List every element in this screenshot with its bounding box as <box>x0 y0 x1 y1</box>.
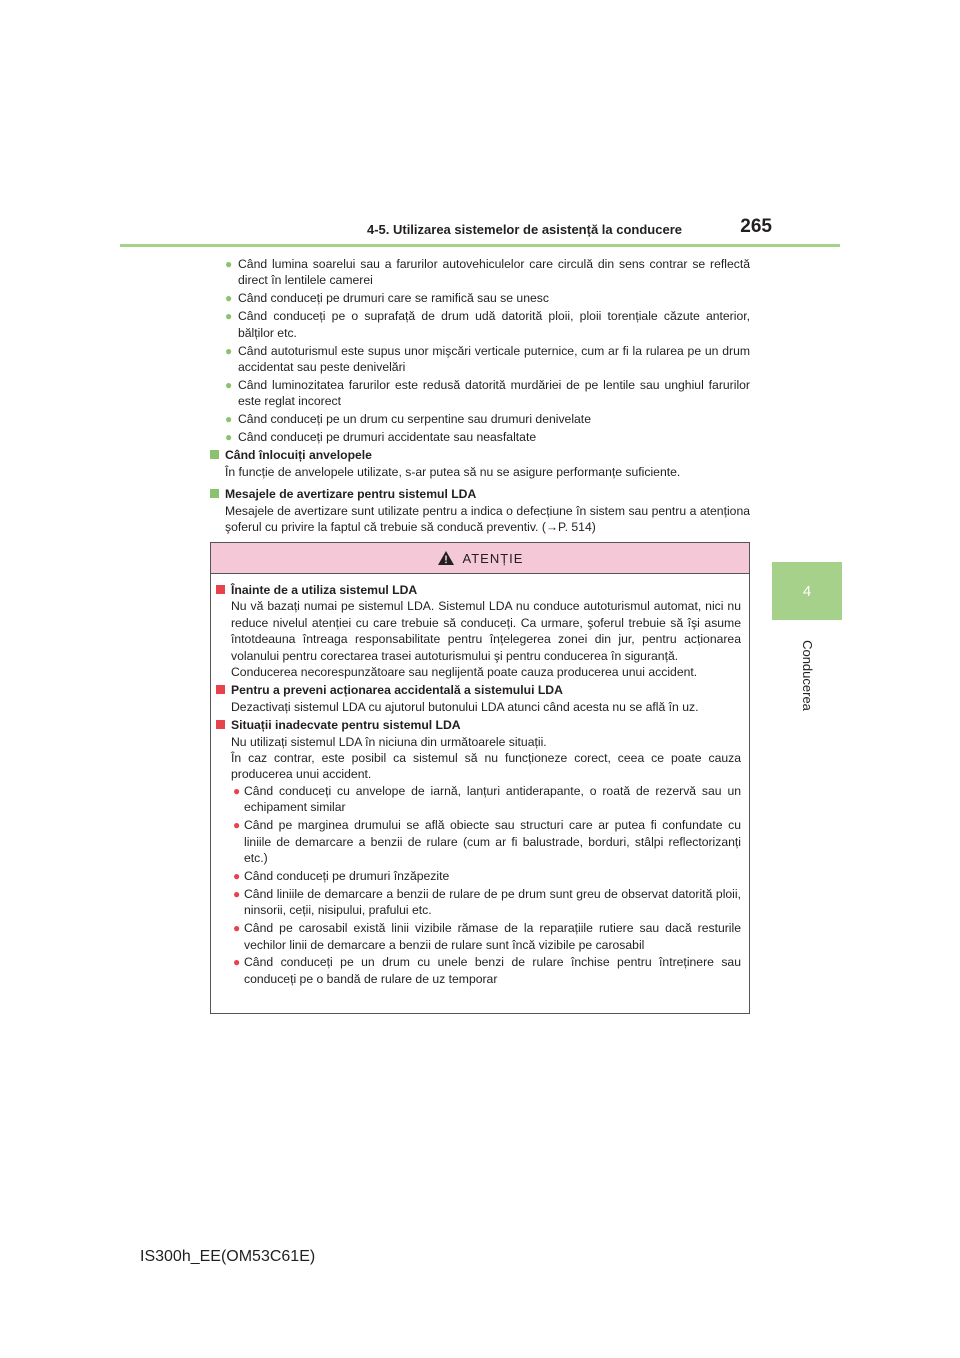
section-tires <box>210 447 750 480</box>
caution-box <box>210 542 750 1014</box>
caution-body <box>211 574 749 987</box>
bullet-dot-icon: ● <box>225 412 233 427</box>
list-item: ● Când liniile de demarcare a benzii de rulare de pe drum sunt greu de observat datorită ploii, ninsorii, ceții, nisipului, prafului etc. <box>233 886 741 918</box>
list-item: ● Când pe marginea drumului se află obiecte sau structuri care ar putea fi confundate cu liniile de demarcare a benzii de rulare (cum ar fi balustrade, borduri, stâlpi reflectorizanți etc.) <box>233 818 741 865</box>
header-section-title: 4-5. Utilizarea sistemelor de asistență la conducere <box>366 222 682 237</box>
list-item: ● Când conduceți pe o suprafață de drum udă datorită ploii, ploii torențiale căzute anterior, bălților etc. <box>225 309 750 340</box>
square-bullet-icon <box>210 450 219 459</box>
section-title: Pentru a preveni acționarea accidentală a sistemului LDA <box>231 683 563 698</box>
section-title: Când înlocuiți anvelopele <box>225 448 372 463</box>
chapter-tab[interactable] <box>772 562 842 620</box>
section-body: Mesajele de avertizare sunt utilizate pentru a indica o defecțiune în sistem sau pentru a atenționa şoferul cu privire la faptul că trebuie să conducă preventiv. (→P. 514) <box>225 503 750 535</box>
header-divider <box>120 244 840 247</box>
chapter-label: Conducerea <box>799 639 815 711</box>
list-item: ● Când lumina soarelui sau a farurilor autovehiculelor care circulă din sens contrar se reflectă direct în lentilele camerei <box>225 257 750 288</box>
bullet-dot-icon: ● <box>233 818 241 833</box>
square-bullet-icon <box>216 685 225 694</box>
bullet-dot-icon: ● <box>225 377 233 392</box>
section-body: Nu utilizați sistemul LDA în niciuna din următoarele situații. <box>231 734 547 749</box>
bullet-dot-icon: ● <box>233 955 241 970</box>
caution-section-prevent-activation <box>216 682 741 715</box>
caution-title: ATENȚIE <box>462 550 524 566</box>
bullet-dot-icon: ● <box>225 430 233 445</box>
section-title: Mesajele de avertizare pentru sistemul LDA <box>225 487 477 502</box>
bullet-dot-icon: ● <box>225 309 233 324</box>
list-item: ● Când conduceți cu anvelope de iarnă, lanțuri antiderapante, o roată de rezervă sau un echipament similar <box>233 783 741 815</box>
square-bullet-icon <box>216 585 225 594</box>
bullet-dot-icon: ● <box>233 921 241 936</box>
caution-section-before-use <box>216 582 741 680</box>
warning-triangle-icon <box>437 550 455 566</box>
section-body: Conducerea necorespunzătoare sau neglijentă poate cauza producerea unui accident. <box>231 665 698 680</box>
bullet-dot-icon: ● <box>225 343 233 358</box>
section-body: Nu vă bazați numai pe sistemul LDA. Sistemul LDA nu conduce autoturismul automat, nici nu reduce nivelul atenției cu care trebuie să conduceți. Ca urmare, şoferul trebuie să îşi asume întotdeauna întreaga responsabilitate pentru înțelegerea zonei din jur, pentru acționarea volanului pentru corectarea trasei autoturismului şi pentru conducerea în siguranță. <box>231 599 741 663</box>
caution-section-unsuitable <box>216 717 741 783</box>
list-item: ● Când conduceți pe drumuri care se ramifică sau se unesc <box>225 291 549 306</box>
page-number: 265 <box>740 216 772 237</box>
section-body: În caz contrar, este posibil ca sistemul să nu funcționeze corect, ceea ce poate cauza producerea unui accident. <box>231 751 741 782</box>
list-item: ● Când conduceți pe drumuri înzăpezite <box>233 868 450 883</box>
list-item: ● Când autoturismul este supus unor mişcări verticale puternice, cum ar fi la rularea pe un drum accidentat sau peste denivelări <box>225 343 750 374</box>
section-title: Înainte de a utiliza sistemul LDA <box>231 583 418 597</box>
main-content <box>210 256 750 542</box>
bullet-dot-icon: ● <box>225 291 233 306</box>
bullet-dot-icon: ● <box>225 257 233 271</box>
list-item: ● Când conduceți pe un drum cu serpentine sau drumuri denivelate <box>225 412 591 427</box>
model-code: IS300h_EE(OM53C61E) <box>140 1248 316 1265</box>
chapter-number: 4 <box>802 582 812 600</box>
section-body: Dezactivați sistemul LDA cu ajutorul butonului LDA atunci când acesta nu se află în uz. <box>231 699 699 714</box>
bullet-dot-icon: ● <box>233 868 241 883</box>
list-item: ● Când pe carosabil există linii vizibile rămase de la reparațiile rutiere sau dacă resturile vechilor linii de demarcare a benzii de rulare sunt încă vizibile pe carosabil <box>233 921 741 952</box>
list-item: ● Când conduceți pe un drum cu unele benzi de rulare închise pentru întreținere sau conduceți pe o bandă de rulare de uz temporar <box>233 955 741 986</box>
bullet-dot-icon: ● <box>233 783 241 798</box>
section-warning-messages <box>210 486 750 535</box>
bullet-dot-icon: ● <box>233 886 241 901</box>
list-item: ● Când luminozitatea farurilor este redusă datorită murdăriei de pe lentile sau unghiul farurilor este reglat incorect <box>225 377 750 409</box>
section-body: În funcție de anvelopele utilizate, s-ar putea să nu se asigure performanțe suficiente. <box>225 464 681 479</box>
square-bullet-icon <box>216 720 225 729</box>
square-bullet-icon <box>210 489 219 498</box>
page-header <box>120 214 840 242</box>
chapter-side-label <box>772 630 842 720</box>
list-item: ● Când conduceți pe drumuri accidentate sau neasfaltate <box>225 430 537 445</box>
caution-header <box>211 543 749 574</box>
section-title: Situații inadecvate pentru sistemul LDA <box>231 718 461 733</box>
